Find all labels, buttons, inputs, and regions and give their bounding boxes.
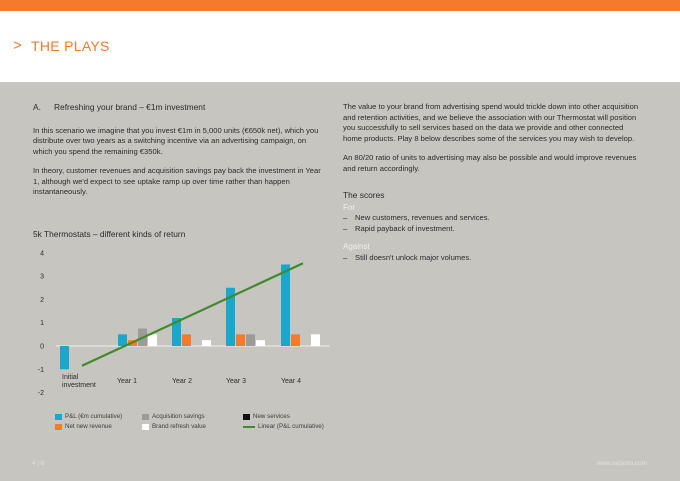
bar (291, 334, 300, 346)
bar (118, 334, 127, 346)
bar (182, 334, 191, 346)
bar (60, 346, 69, 369)
chart-plot (38, 250, 330, 397)
y-tick-label: 0 (40, 343, 44, 351)
trendline (82, 263, 303, 366)
y-tick-label: 2 (40, 296, 44, 304)
bar (281, 264, 290, 346)
bar (256, 340, 265, 346)
legend-label: Net new revenue (65, 423, 112, 430)
x-tick-label: Year 3 (226, 378, 246, 385)
legend-swatch (142, 414, 149, 420)
y-tick-label: 1 (40, 320, 44, 328)
section-number: A. (33, 102, 41, 112)
left-paragraph-2: In theory, customer revenues and acquisition savings pay back the investment in Year 1, although we'd expect to see uptake ramp up over time rather than happen instantaneously. (33, 166, 321, 196)
legend-item-net-revenue (55, 423, 112, 430)
for-item-text: New customers, revenues and services. (355, 213, 490, 222)
bar (311, 334, 320, 346)
dash-icon: – (343, 223, 348, 233)
scores-title: The scores (343, 190, 385, 200)
legend-item-new-services (243, 413, 290, 420)
legend-label: Linear (P&L cumulative) (258, 423, 324, 430)
right-paragraph-2: An 80/20 ratio of units to advertising may also be possible and would improve revenues and return accordingly. (343, 153, 637, 173)
chevron-right-icon: > (13, 37, 22, 54)
page-number: 4 | 6 (32, 460, 45, 467)
dash-icon: – (343, 213, 348, 222)
legend-item-acquisition (142, 413, 205, 420)
for-item-text: Rapid payback of investment. (355, 223, 455, 233)
page-title: THE PLAYS (31, 38, 110, 54)
x-tick-label: Initial investment (62, 374, 96, 389)
footer-url[interactable]: www.netamo.com (596, 460, 647, 467)
legend-swatch (55, 424, 62, 430)
bar (236, 334, 245, 346)
right-paragraph-1: The value to your brand from advertising spend would trickle down into other acquisition and retention activities, and we believe the association with our Thermostat will position you successfully to sell services based on the data we provide and other connected home products. Play 8 below describes some of the services you may wish to develop. (343, 102, 639, 143)
y-tick-label: -1 (37, 366, 44, 374)
legend-item-brand-refresh (142, 423, 206, 430)
legend-item-pl (55, 413, 122, 420)
legend-line (243, 426, 255, 428)
legend-swatch (243, 414, 250, 420)
chart-legend (55, 413, 355, 433)
y-tick-label: 3 (40, 273, 44, 281)
x-tick-label: Year 1 (117, 378, 137, 385)
bar (246, 334, 255, 346)
dash-icon: – (343, 252, 348, 262)
y-tick-label: 4 (40, 250, 44, 258)
section-title: Refreshing your brand – €1m investment (54, 102, 206, 112)
bar (148, 334, 157, 346)
x-tick-label: Year 2 (172, 378, 192, 385)
chart-title: 5k Thermostats – different kinds of return (33, 229, 186, 239)
bar (202, 340, 211, 346)
y-tick-label: -2 (37, 390, 44, 398)
against-item-text: Still doesn't unlock major volumes. (355, 252, 472, 262)
x-tick-label: Year 4 (281, 378, 301, 385)
legend-swatch (142, 424, 149, 430)
for-label: For (343, 202, 355, 212)
legend-swatch (55, 414, 62, 420)
legend-label: New services (253, 413, 290, 420)
legend-label: Acquisition savings (152, 413, 205, 420)
against-label: Against (343, 242, 370, 251)
legend-label: Brand refresh value (152, 423, 206, 430)
legend-item-linear (243, 423, 324, 430)
left-paragraph-1: In this scenario we imagine that you invest €1m in 5,000 units (€650k net), which you distribute over two years as a switching incentive via an advertising campaign, on which you spend the remaining €350k. (33, 125, 319, 156)
legend-label: P&L (€m cumulative) (65, 413, 123, 420)
